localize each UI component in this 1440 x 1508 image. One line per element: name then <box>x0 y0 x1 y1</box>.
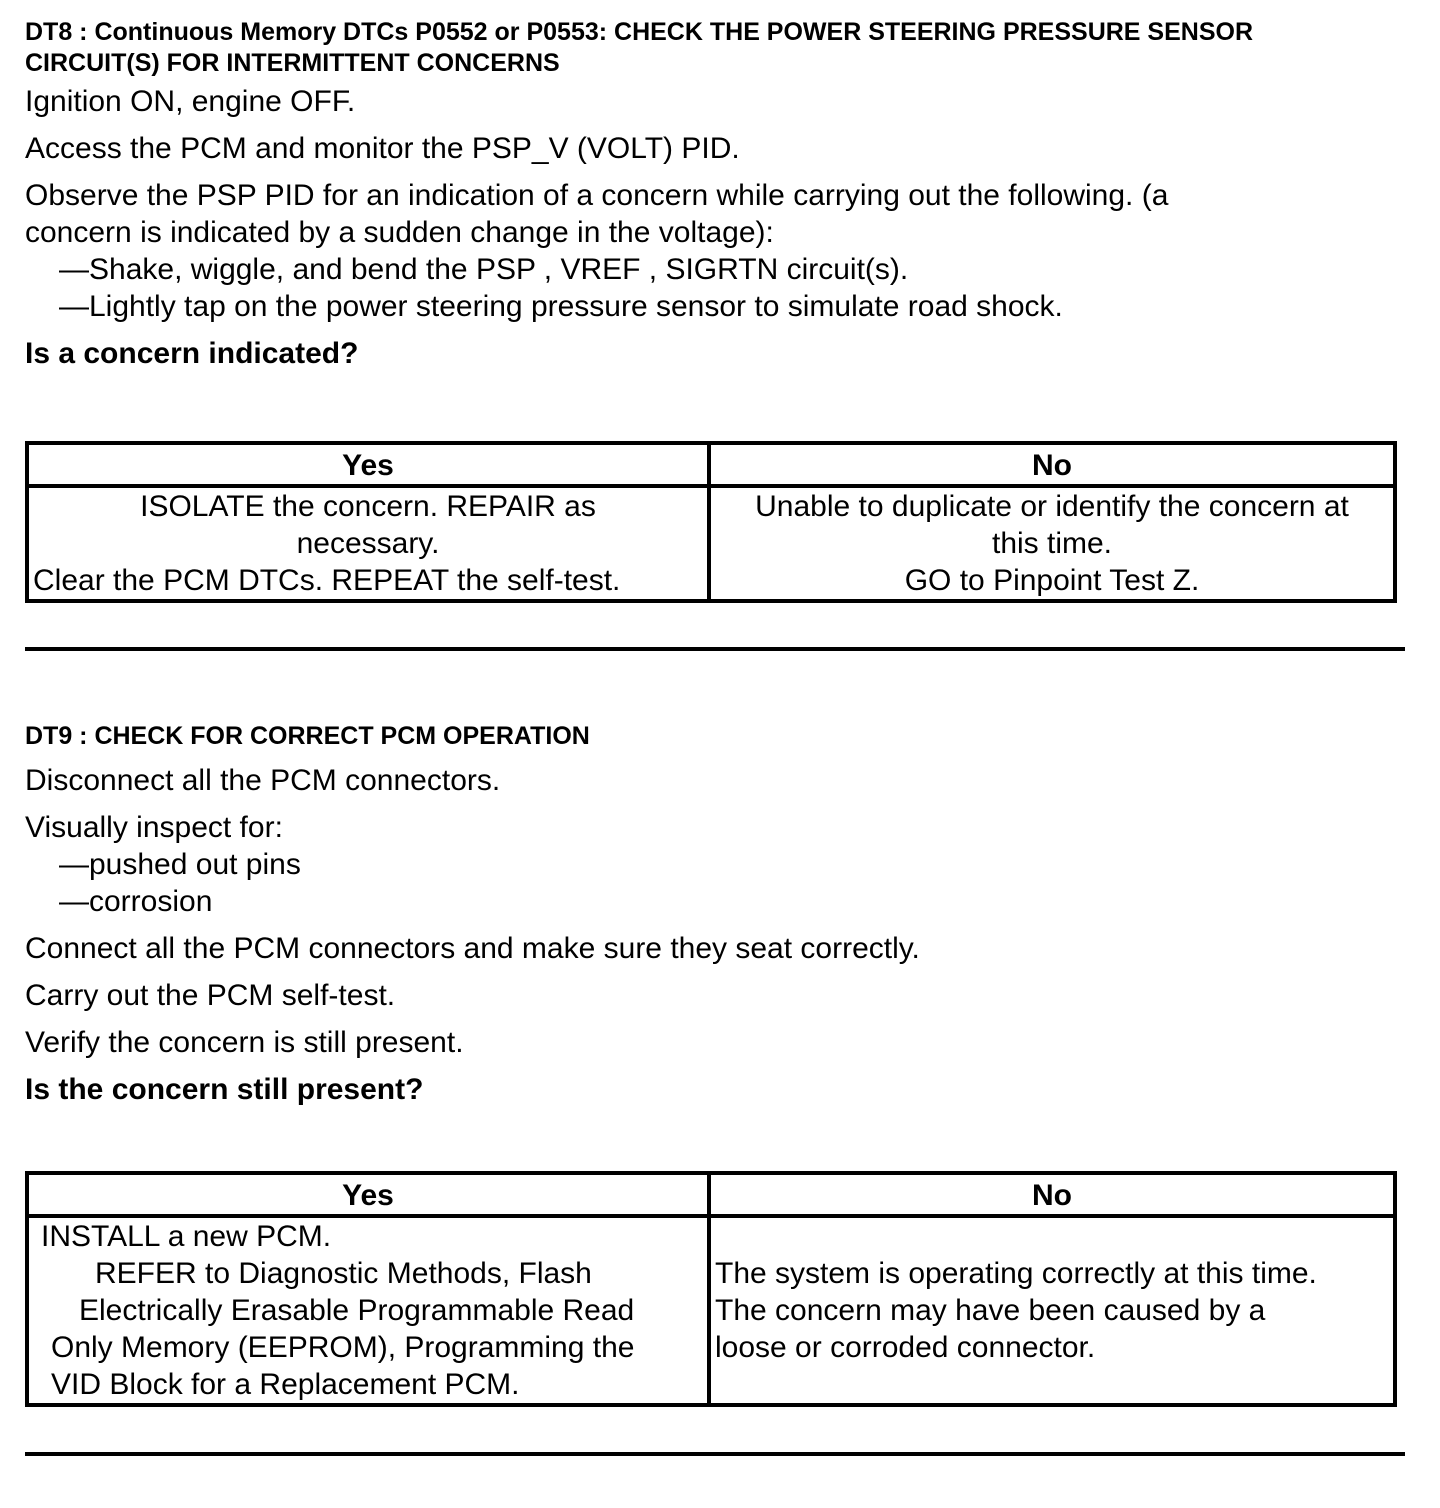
dt8-section <box>25 17 1405 372</box>
section-divider <box>25 1452 1405 1456</box>
dt8-step-ignition: Ignition ON, engine OFF. <box>25 85 356 118</box>
dt8-no-line: GO to Pinpoint Test Z. <box>904 564 1200 597</box>
section-divider <box>25 647 1405 651</box>
dt8-step-observe-line1: Observe the PSP PID for an indication of a concern while carrying out the following. (a <box>25 179 1169 212</box>
dt9-substep-pins: —pushed out pins <box>59 848 301 881</box>
dt9-no-cell <box>709 1216 1395 1405</box>
dt8-step-access-pcm: Access the PCM and monitor the PSP_V (VOLT) PID. <box>25 132 740 165</box>
dt8-no-line: this time. <box>991 527 1113 560</box>
dt9-yes-line: Electrically Erasable Programmable Read <box>79 1294 635 1327</box>
dt8-heading-line1: DT8 : Continuous Memory DTCs P0552 or P0553: CHECK THE POWER STEERING PRESSURE SENSOR <box>25 18 1254 46</box>
dt9-yes-header: Yes <box>27 1173 709 1216</box>
dt8-yes-no-table <box>25 441 1397 603</box>
dt8-heading-line2: CIRCUIT(S) FOR INTERMITTENT CONCERNS <box>25 49 560 77</box>
dt9-step-disconnect: Disconnect all the PCM connectors. <box>25 764 501 797</box>
dt8-question: Is a concern indicated? <box>25 337 359 370</box>
dt9-no-header: No <box>709 1173 1395 1216</box>
dt8-yes-line: Clear the PCM DTCs. REPEAT the self-test. <box>33 564 621 597</box>
dt9-step-self-test: Carry out the PCM self-test. <box>25 979 396 1012</box>
dt9-yes-line: Only Memory (EEPROM), Programming the <box>51 1331 635 1364</box>
dt9-substep-corrosion: —corrosion <box>59 885 213 918</box>
dt8-no-header: No <box>709 443 1395 486</box>
dt9-yes-no-table <box>25 1171 1397 1407</box>
dt9-yes-line: INSTALL a new PCM. <box>41 1220 332 1253</box>
dt9-yes-line: REFER to Diagnostic Methods, Flash <box>95 1257 592 1290</box>
dt9-heading: DT9 : CHECK FOR CORRECT PCM OPERATION <box>25 722 590 750</box>
dt8-yes-header: Yes <box>27 443 709 486</box>
dt8-no-cell <box>709 486 1395 601</box>
dt9-section <box>25 721 1405 1108</box>
dt8-yes-line: ISOLATE the concern. REPAIR as <box>140 490 596 523</box>
dt9-step-verify: Verify the concern is still present. <box>25 1026 464 1059</box>
dt8-yes-line: necessary. <box>296 527 440 560</box>
dt8-substep-shake: —Shake, wiggle, and bend the PSP , VREF , SIGRTN circuit(s). <box>59 253 909 286</box>
dt8-step-observe-line2: concern is indicated by a sudden change in the voltage): <box>25 216 774 249</box>
dt8-yes-cell <box>27 486 709 601</box>
dt9-yes-line: VID Block for a Replacement PCM. <box>51 1368 520 1401</box>
dt9-question: Is the concern still present? <box>25 1073 424 1106</box>
dt9-step-connect: Connect all the PCM connectors and make sure they seat correctly. <box>25 932 920 965</box>
dt8-no-line: Unable to duplicate or identify the concern at <box>755 490 1349 523</box>
dt9-step-inspect: Visually inspect for: <box>25 811 283 844</box>
dt9-no-line: The concern may have been caused by a <box>715 1294 1266 1327</box>
dt9-no-line: The system is operating correctly at this time. <box>715 1257 1317 1290</box>
dt9-no-line: loose or corroded connector. <box>715 1331 1096 1364</box>
dt8-substep-tap: —Lightly tap on the power steering pressure sensor to simulate road shock. <box>59 290 1063 323</box>
dt9-yes-cell <box>27 1216 709 1405</box>
